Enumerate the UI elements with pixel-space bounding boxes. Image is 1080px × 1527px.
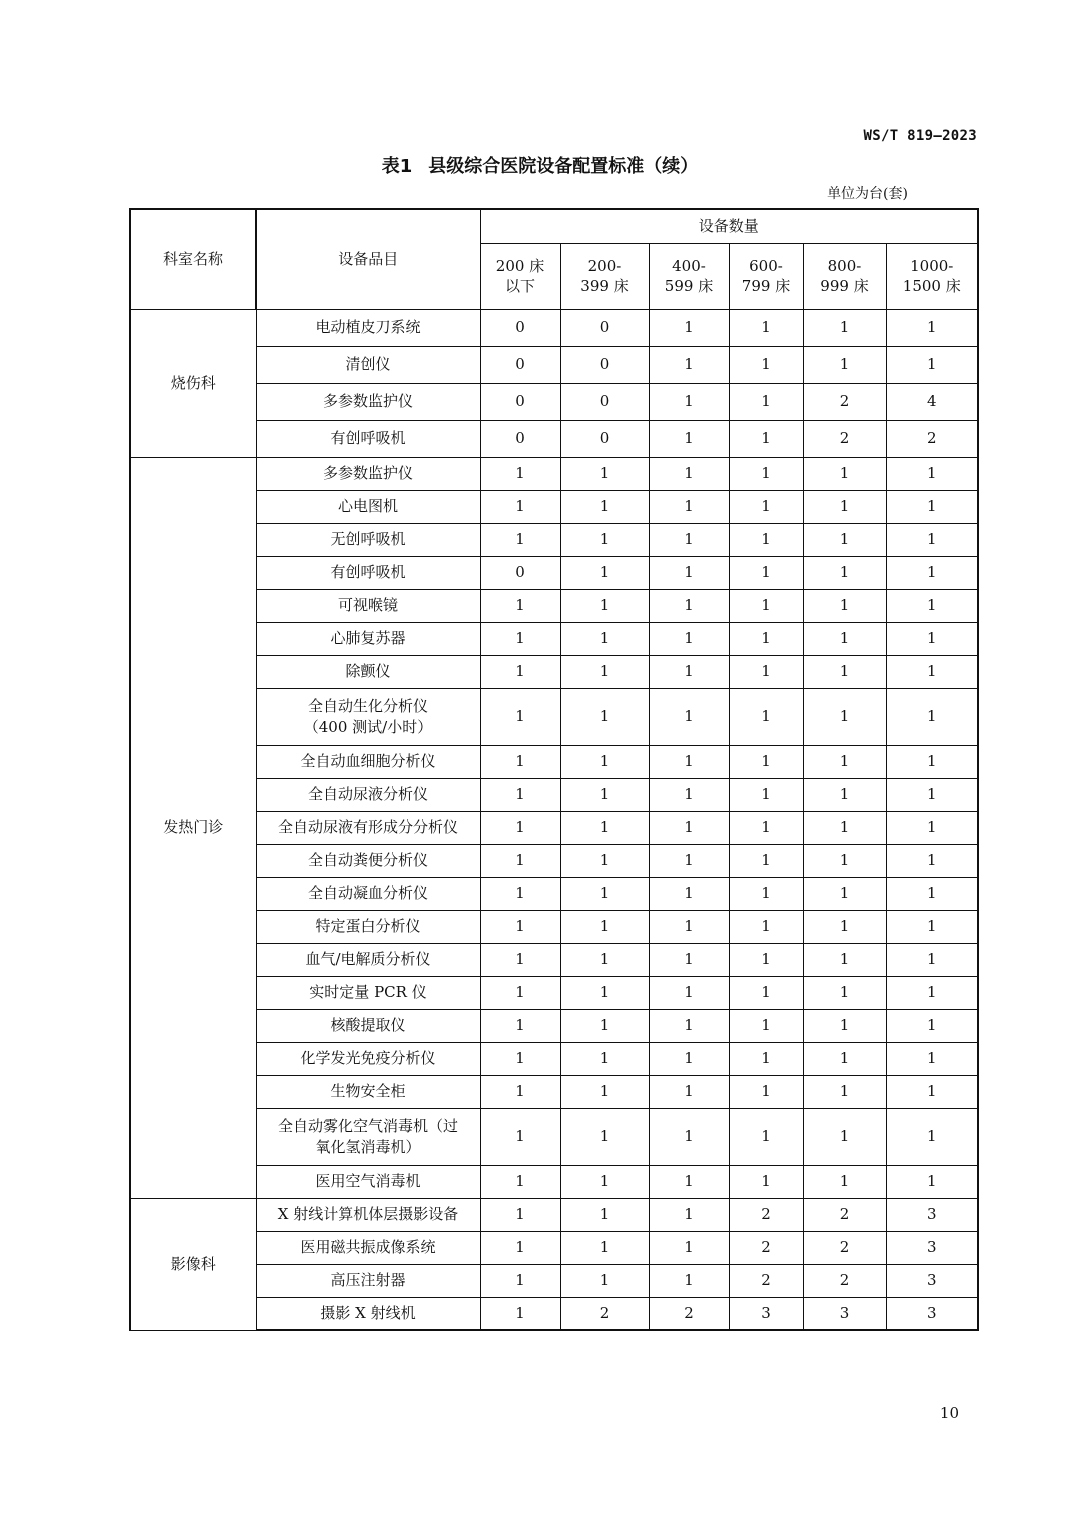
page-number: 10 <box>939 1404 959 1422</box>
quantity-cell: 1 <box>729 420 803 457</box>
quantity-cell: 1 <box>480 745 560 778</box>
quantity-cell: 1 <box>560 457 649 490</box>
table-row <box>130 622 978 655</box>
table-row <box>130 457 978 490</box>
quantity-cell: 1 <box>729 1165 803 1198</box>
quantity-cell: 1 <box>649 910 729 943</box>
quantity-cell: 1 <box>649 1165 729 1198</box>
quantity-cell: 1 <box>803 655 886 688</box>
quantity-cell: 1 <box>560 844 649 877</box>
equipment-name-cell: 医用空气消毒机 <box>256 1165 480 1198</box>
quantity-cell: 1 <box>886 910 978 943</box>
quantity-cell: 1 <box>649 1231 729 1264</box>
quantity-cell: 1 <box>560 589 649 622</box>
table-row <box>130 1264 978 1297</box>
quantity-cell: 0 <box>480 420 560 457</box>
quantity-cell: 1 <box>886 655 978 688</box>
quantity-cell: 1 <box>560 655 649 688</box>
quantity-cell: 1 <box>729 943 803 976</box>
quantity-cell: 1 <box>480 688 560 745</box>
table-row <box>130 1198 978 1231</box>
quantity-cell: 1 <box>886 457 978 490</box>
quantity-cell: 1 <box>560 745 649 778</box>
equipment-name-cell: 实时定量 PCR 仪 <box>256 976 480 1009</box>
quantity-cell: 1 <box>886 1009 978 1042</box>
table-row <box>130 688 978 745</box>
quantity-cell: 1 <box>729 745 803 778</box>
table-title-text: 县级综合医院设备配置标准（续） <box>428 156 699 177</box>
quantity-cell: 1 <box>803 1042 886 1075</box>
header-bed-tier: 1000- 1500 床 <box>886 243 978 309</box>
table-row <box>130 1165 978 1198</box>
table-row <box>130 943 978 976</box>
equipment-name-cell: X 射线计算机体层摄影设备 <box>256 1198 480 1231</box>
quantity-cell: 3 <box>886 1297 978 1330</box>
quantity-cell: 1 <box>649 589 729 622</box>
quantity-cell: 1 <box>480 1231 560 1264</box>
quantity-cell: 2 <box>803 420 886 457</box>
quantity-cell: 1 <box>560 976 649 1009</box>
quantity-cell: 1 <box>560 1009 649 1042</box>
quantity-cell: 1 <box>649 811 729 844</box>
quantity-cell: 1 <box>729 589 803 622</box>
table-row <box>130 523 978 556</box>
quantity-cell: 1 <box>886 778 978 811</box>
quantity-cell: 1 <box>729 910 803 943</box>
quantity-cell: 4 <box>886 383 978 420</box>
quantity-cell: 1 <box>480 778 560 811</box>
quantity-cell: 1 <box>803 811 886 844</box>
quantity-cell: 1 <box>803 622 886 655</box>
quantity-cell: 0 <box>560 383 649 420</box>
table-row <box>130 778 978 811</box>
equipment-name-cell: 有创呼吸机 <box>256 556 480 589</box>
quantity-cell: 3 <box>886 1264 978 1297</box>
quantity-cell: 1 <box>729 556 803 589</box>
quantity-cell: 1 <box>560 1075 649 1108</box>
table-row <box>130 811 978 844</box>
quantity-cell: 1 <box>480 844 560 877</box>
quantity-cell: 2 <box>729 1231 803 1264</box>
quantity-cell: 1 <box>560 1108 649 1165</box>
unit-note: 单位为台(套) <box>827 186 908 202</box>
quantity-cell: 1 <box>480 655 560 688</box>
quantity-cell: 1 <box>480 811 560 844</box>
quantity-cell: 1 <box>560 877 649 910</box>
quantity-cell: 1 <box>729 622 803 655</box>
quantity-cell: 1 <box>803 1108 886 1165</box>
table-row <box>130 420 978 457</box>
header-bed-tier: 800- 999 床 <box>803 243 886 309</box>
quantity-cell: 1 <box>803 346 886 383</box>
equipment-name-cell: 全自动粪便分析仪 <box>256 844 480 877</box>
quantity-cell: 1 <box>803 457 886 490</box>
quantity-cell: 1 <box>803 589 886 622</box>
quantity-cell: 1 <box>803 844 886 877</box>
header-bed-tier: 600- 799 床 <box>729 243 803 309</box>
quantity-cell: 1 <box>480 877 560 910</box>
table-row <box>130 1075 978 1108</box>
equipment-name-cell: 摄影 X 射线机 <box>256 1297 480 1330</box>
quantity-cell: 1 <box>886 622 978 655</box>
department-cell: 影像科 <box>130 1198 256 1330</box>
quantity-cell: 1 <box>480 457 560 490</box>
quantity-cell: 1 <box>560 490 649 523</box>
table-row <box>130 309 978 346</box>
quantity-cell: 1 <box>649 976 729 1009</box>
quantity-cell: 1 <box>649 622 729 655</box>
quantity-cell: 1 <box>803 688 886 745</box>
quantity-cell: 2 <box>729 1264 803 1297</box>
quantity-cell: 1 <box>803 943 886 976</box>
table-row <box>130 556 978 589</box>
equipment-name-cell: 化学发光免疫分析仪 <box>256 1042 480 1075</box>
quantity-cell: 0 <box>560 420 649 457</box>
quantity-cell: 1 <box>649 688 729 745</box>
equipment-name-cell: 无创呼吸机 <box>256 523 480 556</box>
quantity-cell: 1 <box>560 1231 649 1264</box>
quantity-cell: 1 <box>729 811 803 844</box>
quantity-cell: 1 <box>886 877 978 910</box>
quantity-cell: 1 <box>886 556 978 589</box>
quantity-cell: 0 <box>480 346 560 383</box>
quantity-cell: 1 <box>649 556 729 589</box>
quantity-cell: 1 <box>886 523 978 556</box>
quantity-cell: 1 <box>886 589 978 622</box>
header-bed-tier: 200- 399 床 <box>560 243 649 309</box>
quantity-cell: 1 <box>649 745 729 778</box>
table-row <box>130 877 978 910</box>
quantity-cell: 1 <box>560 556 649 589</box>
equipment-name-cell: 全自动尿液有形成分分析仪 <box>256 811 480 844</box>
quantity-cell: 1 <box>560 523 649 556</box>
department-cell: 发热门诊 <box>130 457 256 1198</box>
quantity-cell: 1 <box>480 1108 560 1165</box>
table-row <box>130 976 978 1009</box>
quantity-cell: 1 <box>560 778 649 811</box>
quantity-cell: 1 <box>729 1042 803 1075</box>
table-row <box>130 1108 978 1165</box>
quantity-cell: 1 <box>729 655 803 688</box>
quantity-cell: 1 <box>886 943 978 976</box>
quantity-cell: 2 <box>803 1231 886 1264</box>
quantity-cell: 1 <box>803 1009 886 1042</box>
quantity-cell: 1 <box>649 346 729 383</box>
header-bed-tier: 400- 599 床 <box>649 243 729 309</box>
quantity-cell: 1 <box>729 688 803 745</box>
quantity-cell: 1 <box>480 1009 560 1042</box>
quantity-cell: 2 <box>729 1198 803 1231</box>
table-title <box>0 152 1080 178</box>
quantity-cell: 3 <box>886 1198 978 1231</box>
quantity-cell: 1 <box>649 1009 729 1042</box>
quantity-cell: 3 <box>803 1297 886 1330</box>
quantity-cell: 0 <box>480 309 560 346</box>
quantity-cell: 1 <box>480 490 560 523</box>
quantity-cell: 0 <box>480 383 560 420</box>
quantity-cell: 1 <box>560 1042 649 1075</box>
quantity-cell: 1 <box>480 523 560 556</box>
quantity-cell: 0 <box>480 556 560 589</box>
quantity-cell: 1 <box>803 745 886 778</box>
equipment-name-cell: 医用磁共振成像系统 <box>256 1231 480 1264</box>
equipment-name-cell: 高压注射器 <box>256 1264 480 1297</box>
table-row <box>130 346 978 383</box>
quantity-cell: 3 <box>729 1297 803 1330</box>
standard-code: WS/T 819—2023 <box>863 128 977 144</box>
quantity-cell: 1 <box>560 1264 649 1297</box>
quantity-cell: 1 <box>886 309 978 346</box>
quantity-cell: 1 <box>729 844 803 877</box>
header-equipment: 设备品目 <box>256 209 480 309</box>
equipment-name-cell: 全自动尿液分析仪 <box>256 778 480 811</box>
quantity-cell: 1 <box>649 1075 729 1108</box>
header-department: 科室名称 <box>130 209 256 309</box>
equipment-name-cell: 血气/电解质分析仪 <box>256 943 480 976</box>
quantity-cell: 1 <box>803 1075 886 1108</box>
quantity-cell: 1 <box>729 1075 803 1108</box>
quantity-cell: 1 <box>886 844 978 877</box>
quantity-cell: 1 <box>649 655 729 688</box>
equipment-name-cell: 全自动凝血分析仪 <box>256 877 480 910</box>
quantity-cell: 1 <box>480 910 560 943</box>
header-bed-tier: 200 床 以下 <box>480 243 560 309</box>
equipment-name-cell: 除颤仪 <box>256 655 480 688</box>
quantity-cell: 1 <box>649 523 729 556</box>
table-row <box>130 1042 978 1075</box>
quantity-cell: 1 <box>480 1198 560 1231</box>
table-row <box>130 1297 978 1330</box>
equipment-name-cell: 特定蛋白分析仪 <box>256 910 480 943</box>
quantity-cell: 1 <box>560 688 649 745</box>
quantity-cell: 2 <box>886 420 978 457</box>
equipment-name-cell: 心肺复苏器 <box>256 622 480 655</box>
equipment-name-cell: 多参数监护仪 <box>256 457 480 490</box>
quantity-cell: 1 <box>649 490 729 523</box>
quantity-cell: 1 <box>729 383 803 420</box>
quantity-cell: 1 <box>729 490 803 523</box>
quantity-cell: 1 <box>729 346 803 383</box>
quantity-cell: 1 <box>480 976 560 1009</box>
equipment-name-cell: 全自动生化分析仪 （400 测试/小时） <box>256 688 480 745</box>
quantity-cell: 1 <box>560 910 649 943</box>
table-row <box>130 844 978 877</box>
quantity-cell: 2 <box>560 1297 649 1330</box>
quantity-cell: 1 <box>649 457 729 490</box>
quantity-cell: 2 <box>803 1264 886 1297</box>
quantity-cell: 1 <box>803 490 886 523</box>
quantity-cell: 1 <box>560 1165 649 1198</box>
quantity-cell: 1 <box>480 589 560 622</box>
equipment-name-cell: 生物安全柜 <box>256 1075 480 1108</box>
quantity-cell: 1 <box>649 877 729 910</box>
quantity-cell: 1 <box>649 383 729 420</box>
quantity-cell: 1 <box>803 523 886 556</box>
quantity-cell: 1 <box>886 688 978 745</box>
quantity-cell: 1 <box>649 1264 729 1297</box>
quantity-cell: 1 <box>560 811 649 844</box>
quantity-cell: 1 <box>560 622 649 655</box>
quantity-cell: 1 <box>886 1075 978 1108</box>
quantity-cell: 1 <box>649 1108 729 1165</box>
quantity-cell: 1 <box>560 943 649 976</box>
table-number: 表1 <box>381 156 413 177</box>
equipment-table <box>129 208 979 1331</box>
quantity-cell: 1 <box>803 976 886 1009</box>
equipment-name-cell: 可视喉镜 <box>256 589 480 622</box>
quantity-cell: 1 <box>649 420 729 457</box>
quantity-cell: 1 <box>729 457 803 490</box>
equipment-name-cell: 电动植皮刀系统 <box>256 309 480 346</box>
table-row <box>130 589 978 622</box>
quantity-cell: 1 <box>729 1009 803 1042</box>
table-row <box>130 490 978 523</box>
equipment-name-cell: 有创呼吸机 <box>256 420 480 457</box>
quantity-cell: 1 <box>649 844 729 877</box>
table-row <box>130 1231 978 1264</box>
quantity-cell: 1 <box>649 1198 729 1231</box>
equipment-name-cell: 核酸提取仪 <box>256 1009 480 1042</box>
quantity-cell: 1 <box>649 778 729 811</box>
quantity-cell: 1 <box>729 1108 803 1165</box>
quantity-cell: 1 <box>803 1165 886 1198</box>
quantity-cell: 1 <box>560 1198 649 1231</box>
quantity-cell: 1 <box>480 1075 560 1108</box>
header-quantity: 设备数量 <box>480 209 978 243</box>
quantity-cell: 1 <box>886 1165 978 1198</box>
quantity-cell: 1 <box>729 309 803 346</box>
quantity-cell: 1 <box>729 877 803 910</box>
quantity-cell: 1 <box>649 1042 729 1075</box>
quantity-cell: 1 <box>480 1165 560 1198</box>
quantity-cell: 1 <box>886 490 978 523</box>
quantity-cell: 1 <box>803 556 886 589</box>
equipment-name-cell: 心电图机 <box>256 490 480 523</box>
quantity-cell: 1 <box>480 1264 560 1297</box>
quantity-cell: 1 <box>480 1042 560 1075</box>
quantity-cell: 1 <box>480 1297 560 1330</box>
quantity-cell: 0 <box>560 346 649 383</box>
quantity-cell: 1 <box>480 622 560 655</box>
quantity-cell: 1 <box>729 523 803 556</box>
quantity-cell: 1 <box>886 976 978 1009</box>
quantity-cell: 1 <box>803 910 886 943</box>
quantity-cell: 1 <box>886 1042 978 1075</box>
quantity-cell: 1 <box>803 877 886 910</box>
department-cell: 烧伤科 <box>130 309 256 457</box>
quantity-cell: 2 <box>803 1198 886 1231</box>
quantity-cell: 1 <box>886 1108 978 1165</box>
quantity-cell: 1 <box>729 778 803 811</box>
table-row <box>130 745 978 778</box>
table-row <box>130 655 978 688</box>
quantity-cell: 1 <box>803 778 886 811</box>
quantity-cell: 1 <box>729 976 803 1009</box>
quantity-cell: 1 <box>649 309 729 346</box>
quantity-cell: 2 <box>649 1297 729 1330</box>
equipment-name-cell: 清创仪 <box>256 346 480 383</box>
quantity-cell: 1 <box>480 943 560 976</box>
quantity-cell: 1 <box>803 309 886 346</box>
quantity-cell: 2 <box>803 383 886 420</box>
quantity-cell: 1 <box>649 943 729 976</box>
table-row <box>130 383 978 420</box>
equipment-name-cell: 全自动雾化空气消毒机（过 氧化氢消毒机） <box>256 1108 480 1165</box>
equipment-name-cell: 多参数监护仪 <box>256 383 480 420</box>
quantity-cell: 1 <box>886 346 978 383</box>
quantity-cell: 3 <box>886 1231 978 1264</box>
table-row <box>130 910 978 943</box>
table-row <box>130 1009 978 1042</box>
quantity-cell: 1 <box>886 811 978 844</box>
quantity-cell: 0 <box>560 309 649 346</box>
equipment-name-cell: 全自动血细胞分析仪 <box>256 745 480 778</box>
quantity-cell: 1 <box>886 745 978 778</box>
